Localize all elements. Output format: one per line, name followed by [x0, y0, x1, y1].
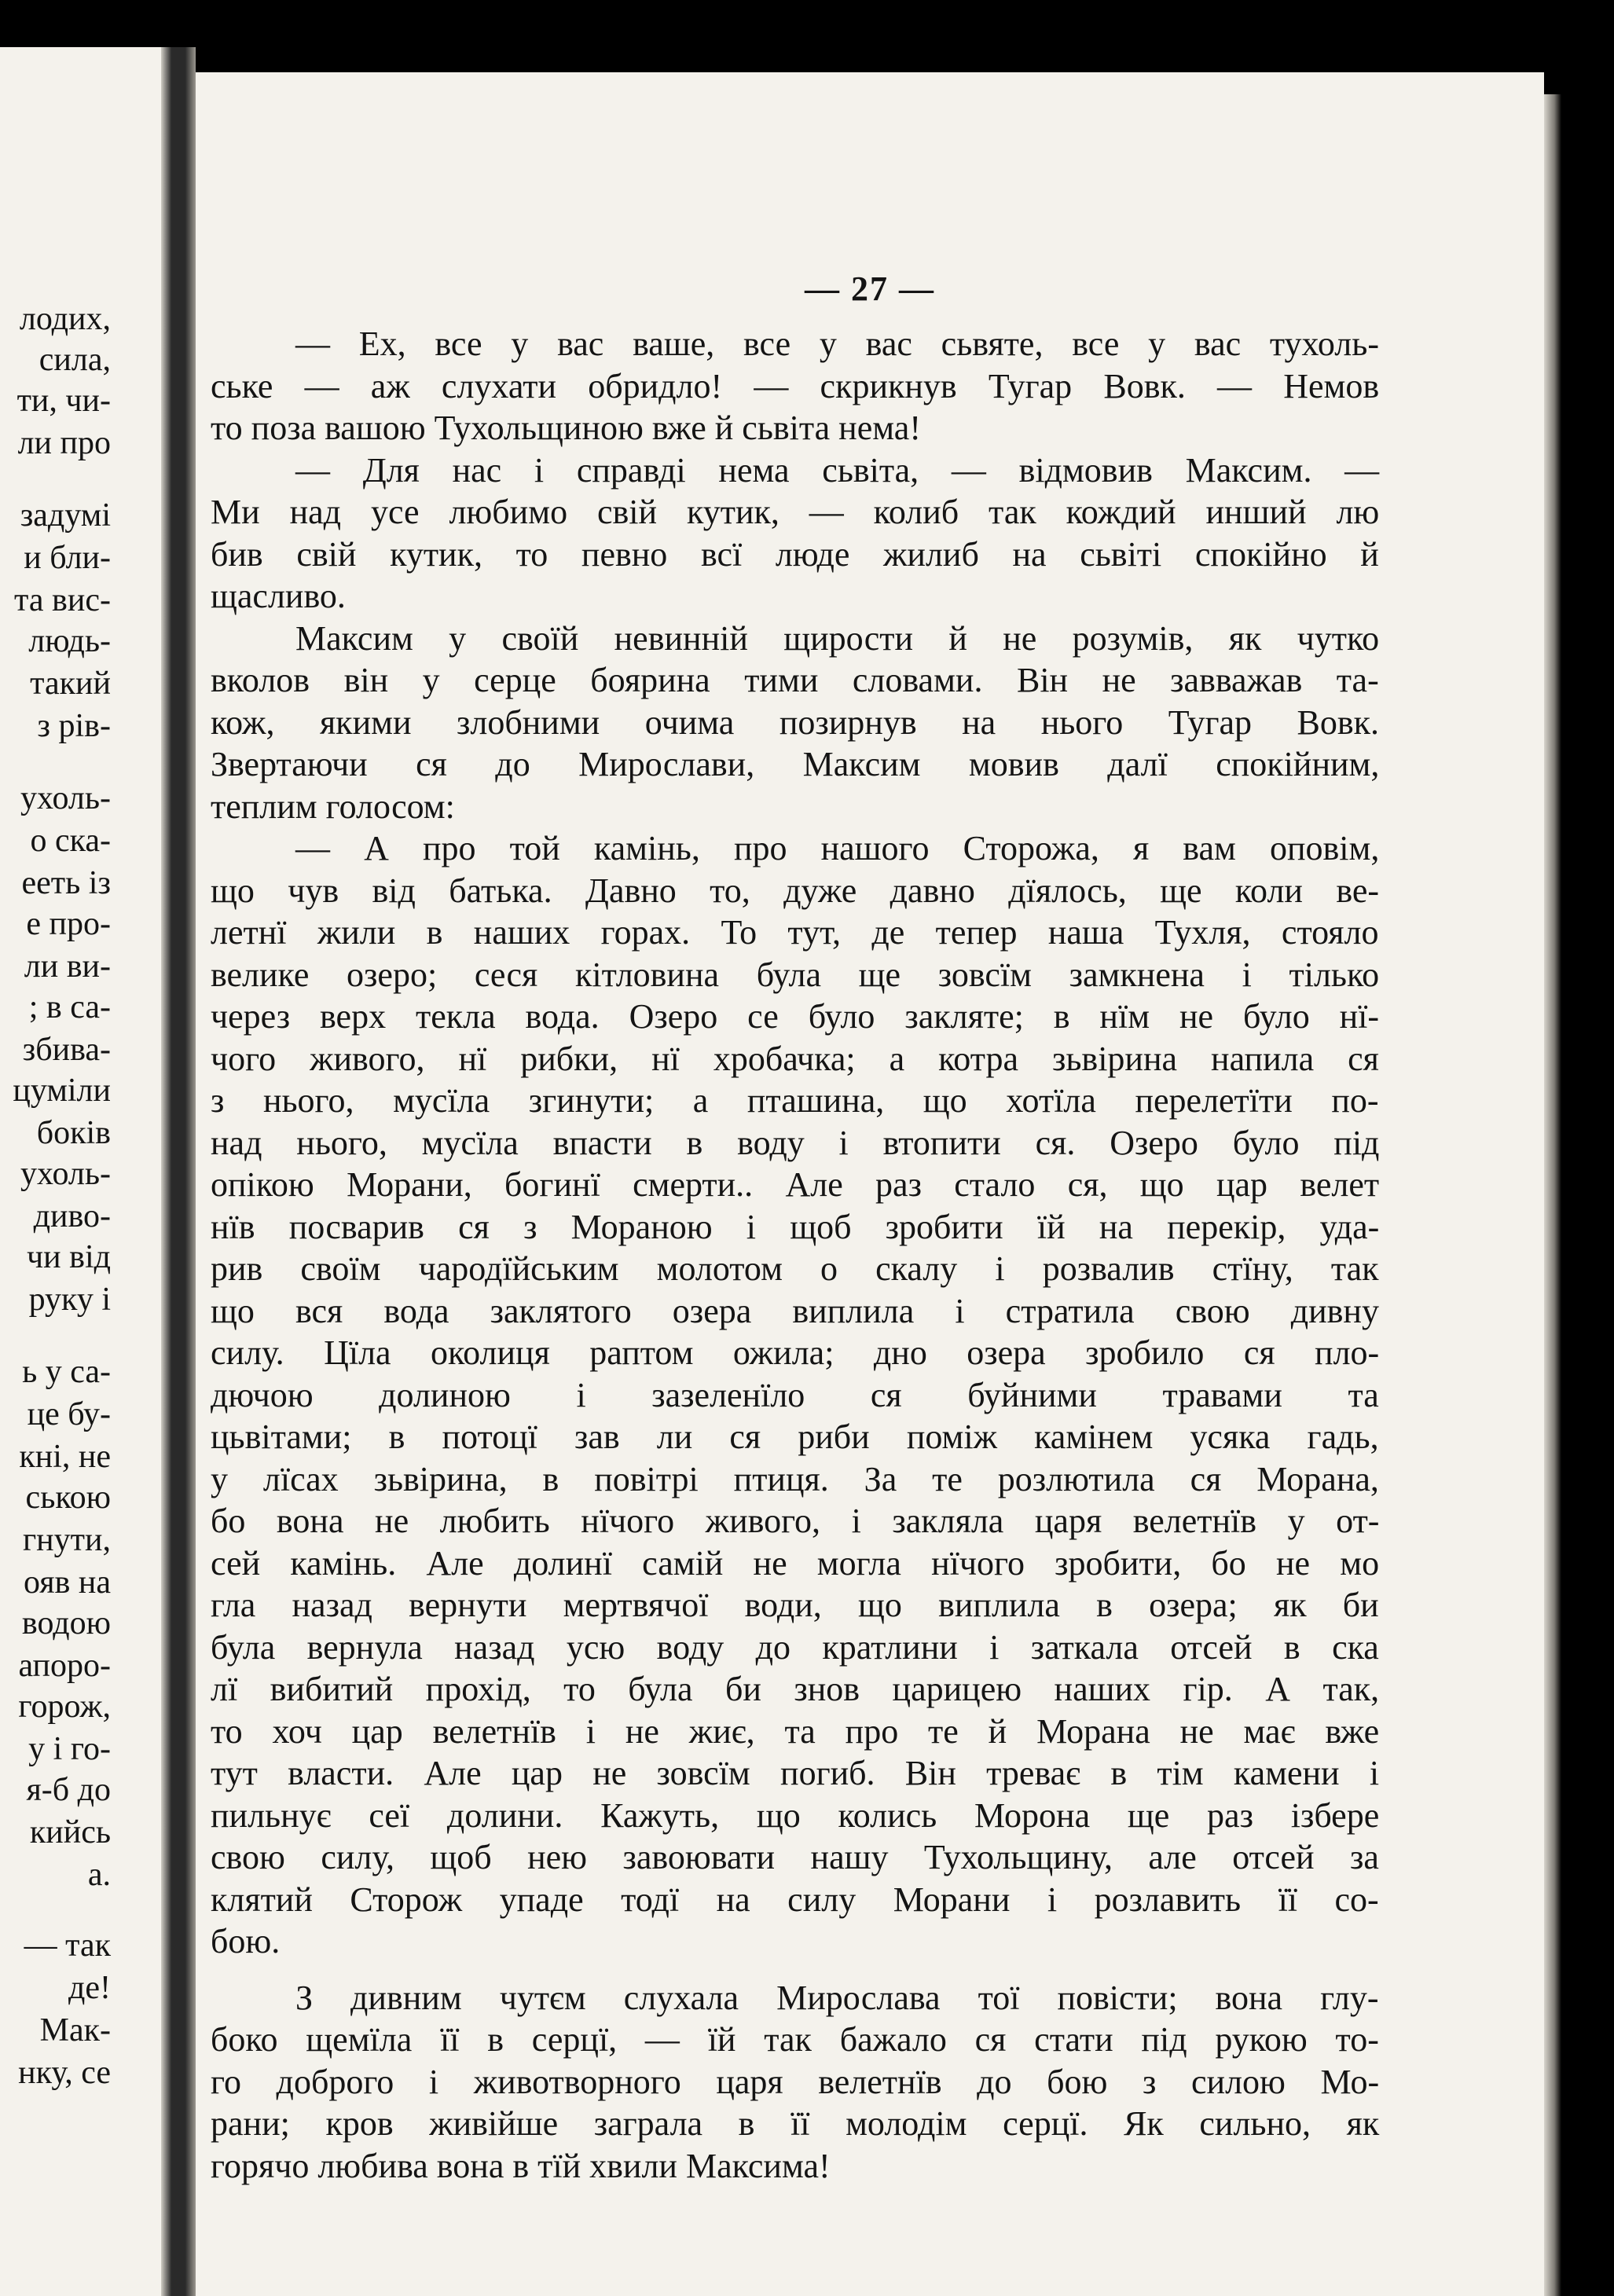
- text-line: дючою долиною і зазеленїло ся буйними травами та: [211, 1375, 1379, 1414]
- text-line: боко щемїла її в серцї, — їй так бажало ся стати під рукою то-: [211, 2020, 1379, 2059]
- right-page: [196, 72, 1544, 2296]
- text-line: — Для нас і справді нема сьвіта, — відмовив Максим. —: [295, 450, 1380, 490]
- text-line: бив свій кутик, то певно всї люде жилиб на сьвіті спокійно й: [211, 534, 1379, 574]
- left-page-line: ; в са-: [28, 989, 111, 1025]
- left-page-line: и бли-: [24, 540, 111, 576]
- left-page-line: цуміли: [13, 1073, 111, 1109]
- left-page-line: руку і: [28, 1282, 111, 1318]
- text-line: З дивним чутєм слухала Мирослава тої повісти; вона глу-: [295, 1978, 1379, 2017]
- text-line: горячо любива вона в тїй хвили Максима!: [211, 2146, 831, 2185]
- left-page-line: людь-: [28, 623, 111, 659]
- left-page-line: горож,: [18, 1689, 111, 1725]
- text-line: пильнує сеї долини. Кажуть, що колись Морона ще раз ізбере: [211, 1795, 1380, 1835]
- text-line: бо вона не любить нїчого живого, і закляла царя велетнїв у от-: [211, 1502, 1380, 1540]
- left-page-line: кийсь: [29, 1814, 111, 1850]
- left-page-line: задумі: [20, 497, 111, 534]
- text-line: у лїсах зьвірина, в повітрі птиця. За те розлютила ся Морана,: [211, 1459, 1379, 1498]
- left-page-line: апоро-: [18, 1648, 111, 1684]
- left-page-line: ухоль-: [20, 1156, 111, 1192]
- text-line: свою силу, щоб нею завоювати нашу Тухольщину, але отсей за: [211, 1838, 1379, 1876]
- text-line: кож, якими злобними очима позирнув на нього Тугар Вовк.: [211, 702, 1380, 742]
- text-line: теплим голосом:: [211, 787, 455, 826]
- left-page-line: е про-: [26, 906, 111, 942]
- left-page-line: кні, не: [19, 1439, 111, 1475]
- page-number: — 27 —: [805, 270, 935, 308]
- left-page-line: ською: [25, 1480, 111, 1516]
- text-line: була вернула назад усю воду до кратлини і заткала отсей в ска: [211, 1627, 1379, 1667]
- text-line: го доброго і животворного царя велетнїв до бою з силою Мо-: [211, 2062, 1380, 2101]
- text-line: над нього, мусїла впасти в воду і втопити ся. Озеро було під: [211, 1123, 1380, 1162]
- text-line: чого живого, нї рибки, нї хробачка; а котра зьвірина напила ся: [211, 1039, 1379, 1078]
- left-page-line: ли про: [17, 425, 111, 461]
- left-page-line: чи від: [27, 1239, 111, 1275]
- text-line: тут власти. Але цар не зовсїм погиб. Він треває в тім камени і: [211, 1754, 1380, 1792]
- left-page-line: гнути,: [22, 1522, 111, 1558]
- text-line: що вся вода заклятого озера виплила і стратила свою дивну: [211, 1291, 1379, 1330]
- text-line: через верх текла вода. Озеро се було закляте; в нїм не було нї-: [211, 997, 1380, 1036]
- text-line: клятий Сторож упаде тодї на силу Морани і розлавить її со-: [211, 1880, 1379, 1919]
- left-page-line: збива-: [22, 1032, 111, 1068]
- text-line: гла назад вернути мертвячої води, що виплила в озера; як би: [211, 1586, 1379, 1624]
- left-page-line: ь у са-: [22, 1354, 111, 1390]
- left-page-line: ли ви-: [24, 948, 111, 985]
- left-page-line: о ска-: [30, 823, 111, 859]
- text-line: сей камінь. Але долинї самій не могла нїчого зробити, бо не мо: [211, 1543, 1380, 1583]
- left-page-line: сила,: [39, 342, 111, 378]
- left-page-line: та вис-: [14, 582, 111, 618]
- left-page-line: Мак-: [39, 2012, 111, 2048]
- left-page-line: ухоль-: [20, 780, 111, 816]
- text-line: то поза вашою Тухольщиною вже й сьвіта нема!: [211, 409, 921, 447]
- left-page-line: це бу-: [27, 1396, 111, 1432]
- left-page-line: ояв на: [24, 1564, 111, 1601]
- text-line: що чув від батька. Давно то, дуже давно дїялось, ще коли ве-: [211, 871, 1380, 910]
- text-line: ське — аж слухати обридло! — скрикнув Тугар Вовк. — Немов: [211, 366, 1380, 405]
- left-page-line: нку, се: [18, 2055, 111, 2091]
- text-line: то хоч цар велетнїв і не жиє, та про те й Морана не має вже: [211, 1711, 1380, 1751]
- text-line: лї вибитий прохід, то була би знов царицею наших гір. А так,: [211, 1670, 1380, 1708]
- book-spine: [161, 47, 196, 2296]
- text-line: опікою Морани, богинї смерти.. Але раз стало ся, що цар велет: [211, 1165, 1380, 1204]
- left-page-line: у і го-: [28, 1731, 111, 1767]
- text-line: щасливо.: [211, 577, 346, 615]
- left-page-fragment: [0, 47, 161, 2296]
- left-page-line: такий: [30, 666, 111, 702]
- text-line: бою.: [211, 1922, 281, 1960]
- text-line: рани; кров живійше заграла в її молодім серцї. Як сильно, як: [211, 2104, 1380, 2143]
- text-line: Ми над усе любимо свій кутик, — колиб так кождий инший лю: [211, 493, 1380, 531]
- left-page-line: я-б до: [26, 1772, 111, 1808]
- left-page-line: з рів-: [37, 708, 111, 744]
- left-page-line: ти, чи-: [17, 383, 111, 419]
- text-line: велике озеро; сеся кітловина була ще зовсїм замкнена і тілько: [211, 955, 1380, 994]
- text-line: летнї жили в наших горах. То тут, де тепер наша Тухля, стояло: [211, 913, 1379, 952]
- left-page-line: — так: [24, 1927, 111, 1964]
- left-page-line: водою: [21, 1605, 111, 1641]
- left-page-line: а.: [87, 1857, 111, 1893]
- text-line: рив своїм чародїйським молотом о скалу і розвалив стїну, так: [211, 1249, 1379, 1288]
- text-line: з нього, мусїла згинути; а пташина, що хотїла перелетїти по-: [211, 1081, 1379, 1120]
- text-line: вколов він у серце боярина тими словами. Він не завважав та-: [211, 661, 1379, 699]
- left-page-line: ееть із: [21, 865, 111, 901]
- left-page-line: лодих,: [19, 301, 111, 337]
- left-page-line: де!: [68, 1970, 111, 2006]
- text-line: — А про той камінь, про нашого Сторожа, я вам оповім,: [295, 829, 1380, 867]
- text-line: Максим у своїй невинній щирости й не розумів, як чутко: [295, 618, 1380, 658]
- left-page-line: диво-: [33, 1198, 111, 1234]
- text-line: силу. Цїла околиця раптом ожила; дно озера зробило ся пло-: [211, 1333, 1380, 1372]
- text-line: Звертаючи ся до Мирослави, Максим мовив далї спокійним,: [211, 745, 1380, 783]
- text-line: — Ех, все у вас ваше, все у вас сьвяте, все у вас тухоль-: [295, 325, 1379, 363]
- text-line: цьвітами; в потоцї зав ли ся риби поміж камінем усяка гадь,: [211, 1418, 1379, 1456]
- text-line: нїв посварив ся з Мораною і щоб зробити їй на перекір, уда-: [211, 1207, 1380, 1246]
- left-page-line: боків: [36, 1115, 111, 1151]
- page-edge: [1544, 94, 1561, 2296]
